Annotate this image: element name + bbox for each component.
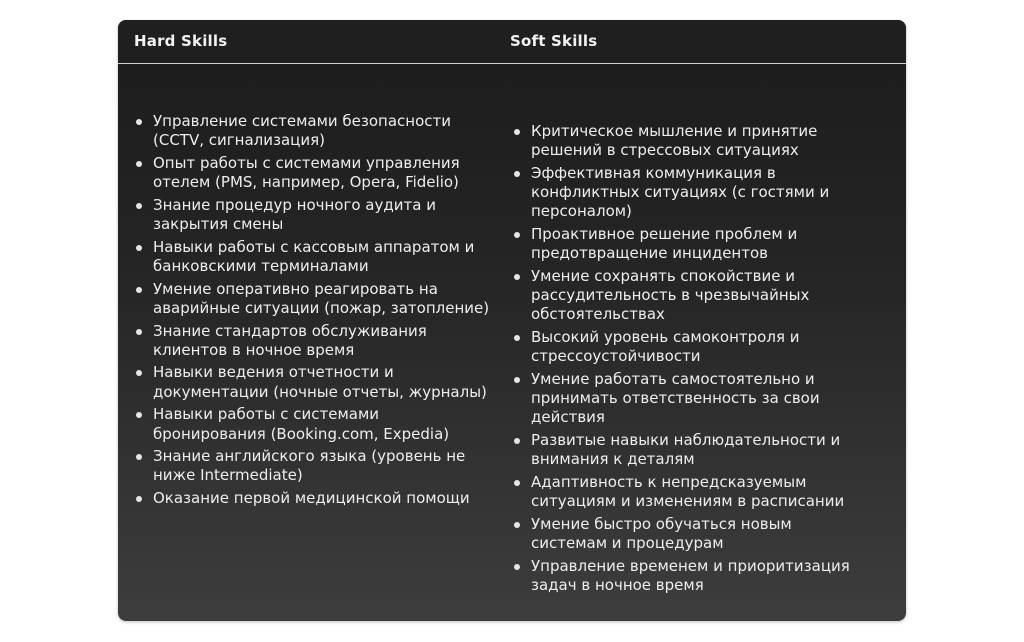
bullet-icon <box>136 287 142 293</box>
bullet-icon <box>136 329 142 335</box>
hard-skills-list <box>134 112 494 512</box>
hard-skill-text: Навыки ведения отчетности и документации (ночные отчеты, журналы) <box>153 363 487 401</box>
soft-skill-item <box>512 431 872 469</box>
soft-skill-text: Проактивное решение проблем и предотвращение инцидентов <box>531 225 798 263</box>
soft-skill-item <box>512 328 872 366</box>
soft-skill-text: Умение работать самостоятельно и принимать ответственность за свои действия <box>531 369 820 427</box>
soft-skills-list <box>512 122 872 599</box>
bullet-icon <box>136 454 142 460</box>
skills-table-card <box>118 20 906 621</box>
bullet-icon <box>514 129 520 135</box>
bullet-icon <box>136 496 142 502</box>
bullet-icon <box>136 412 142 418</box>
hard-skill-item <box>134 154 494 192</box>
soft-skill-text: Эффективная коммуникация в конфликтных ситуациях (с гостями и персоналом) <box>531 163 830 221</box>
soft-skill-text: Умение быстро обучаться новым системам и процедурам <box>531 514 792 553</box>
bullet-icon <box>136 370 142 376</box>
soft-skill-item <box>512 473 872 511</box>
soft-skill-item <box>512 225 872 263</box>
soft-skill-text: Умение сохранять спокойствие и рассудительность в чрезвычайных обстоятельствах <box>531 266 810 324</box>
soft-skill-item <box>512 515 872 553</box>
bullet-icon <box>136 161 142 167</box>
hard-skill-text: Умение оперативно реагировать на аварийные ситуации (пожар, затопление) <box>153 279 490 317</box>
bullet-icon <box>514 335 520 341</box>
soft-skill-item <box>512 557 872 595</box>
soft-skill-item <box>512 164 872 222</box>
bullet-icon <box>514 522 520 528</box>
hard-skill-item <box>134 238 494 276</box>
hard-skills-header: Hard Skills <box>134 32 228 50</box>
hard-skill-text: Навыки работы с кассовым аппаратом и банковскими терминалами <box>153 237 475 275</box>
soft-skill-text: Высокий уровень самоконтроля и стрессоустойчивости <box>531 328 800 366</box>
bullet-icon <box>514 171 520 177</box>
soft-skill-item <box>512 267 872 325</box>
bullet-icon <box>514 564 520 570</box>
table-header-row <box>118 20 906 64</box>
hard-skill-item <box>134 196 494 234</box>
bullet-icon <box>514 438 520 444</box>
bullet-icon <box>136 119 142 125</box>
bullet-icon <box>514 274 520 280</box>
hard-skill-text: Опыт работы с системами управления отелем (PMS, например, Opera, Fidelio) <box>153 153 460 192</box>
hard-skill-item <box>134 363 494 401</box>
soft-skills-header: Soft Skills <box>510 32 598 50</box>
bullet-icon <box>136 203 142 209</box>
bullet-icon <box>514 232 520 238</box>
soft-skill-text: Критическое мышление и принятие решений в стрессовых ситуациях <box>531 122 818 160</box>
hard-skill-text: Управление системами безопасности (CCTV, сигнализация) <box>153 112 452 150</box>
hard-skill-item <box>134 489 494 508</box>
hard-skill-item <box>134 322 494 360</box>
soft-skill-text: Адаптивность к непредсказуемым ситуациям и изменениям в расписании <box>531 472 845 511</box>
hard-skill-text: Знание английского языка (уровень не ниже Intermediate) <box>153 447 466 485</box>
hard-skill-item <box>134 447 494 485</box>
soft-skill-text: Развитые навыки наблюдательности и внимания к деталям <box>531 431 841 469</box>
hard-skill-text: Знание процедур ночного аудита и закрытия смены <box>153 195 436 234</box>
bullet-icon <box>136 245 142 251</box>
bullet-icon <box>514 377 520 383</box>
soft-skill-item <box>512 370 872 428</box>
soft-skill-item <box>512 122 872 160</box>
bullet-icon <box>514 480 520 486</box>
hard-skill-text: Оказание первой медицинской помощи <box>153 489 470 508</box>
hard-skill-text: Знание стандартов обслуживания клиентов в ночное время <box>153 321 427 359</box>
hard-skill-item <box>134 405 494 443</box>
soft-skill-text: Управление временем и приоритизация задач в ночное время <box>531 556 850 594</box>
hard-skill-item <box>134 280 494 318</box>
hard-skill-item <box>134 112 494 150</box>
hard-skill-text: Навыки работы с системами бронирования (Booking.com, Expedia) <box>153 405 450 443</box>
